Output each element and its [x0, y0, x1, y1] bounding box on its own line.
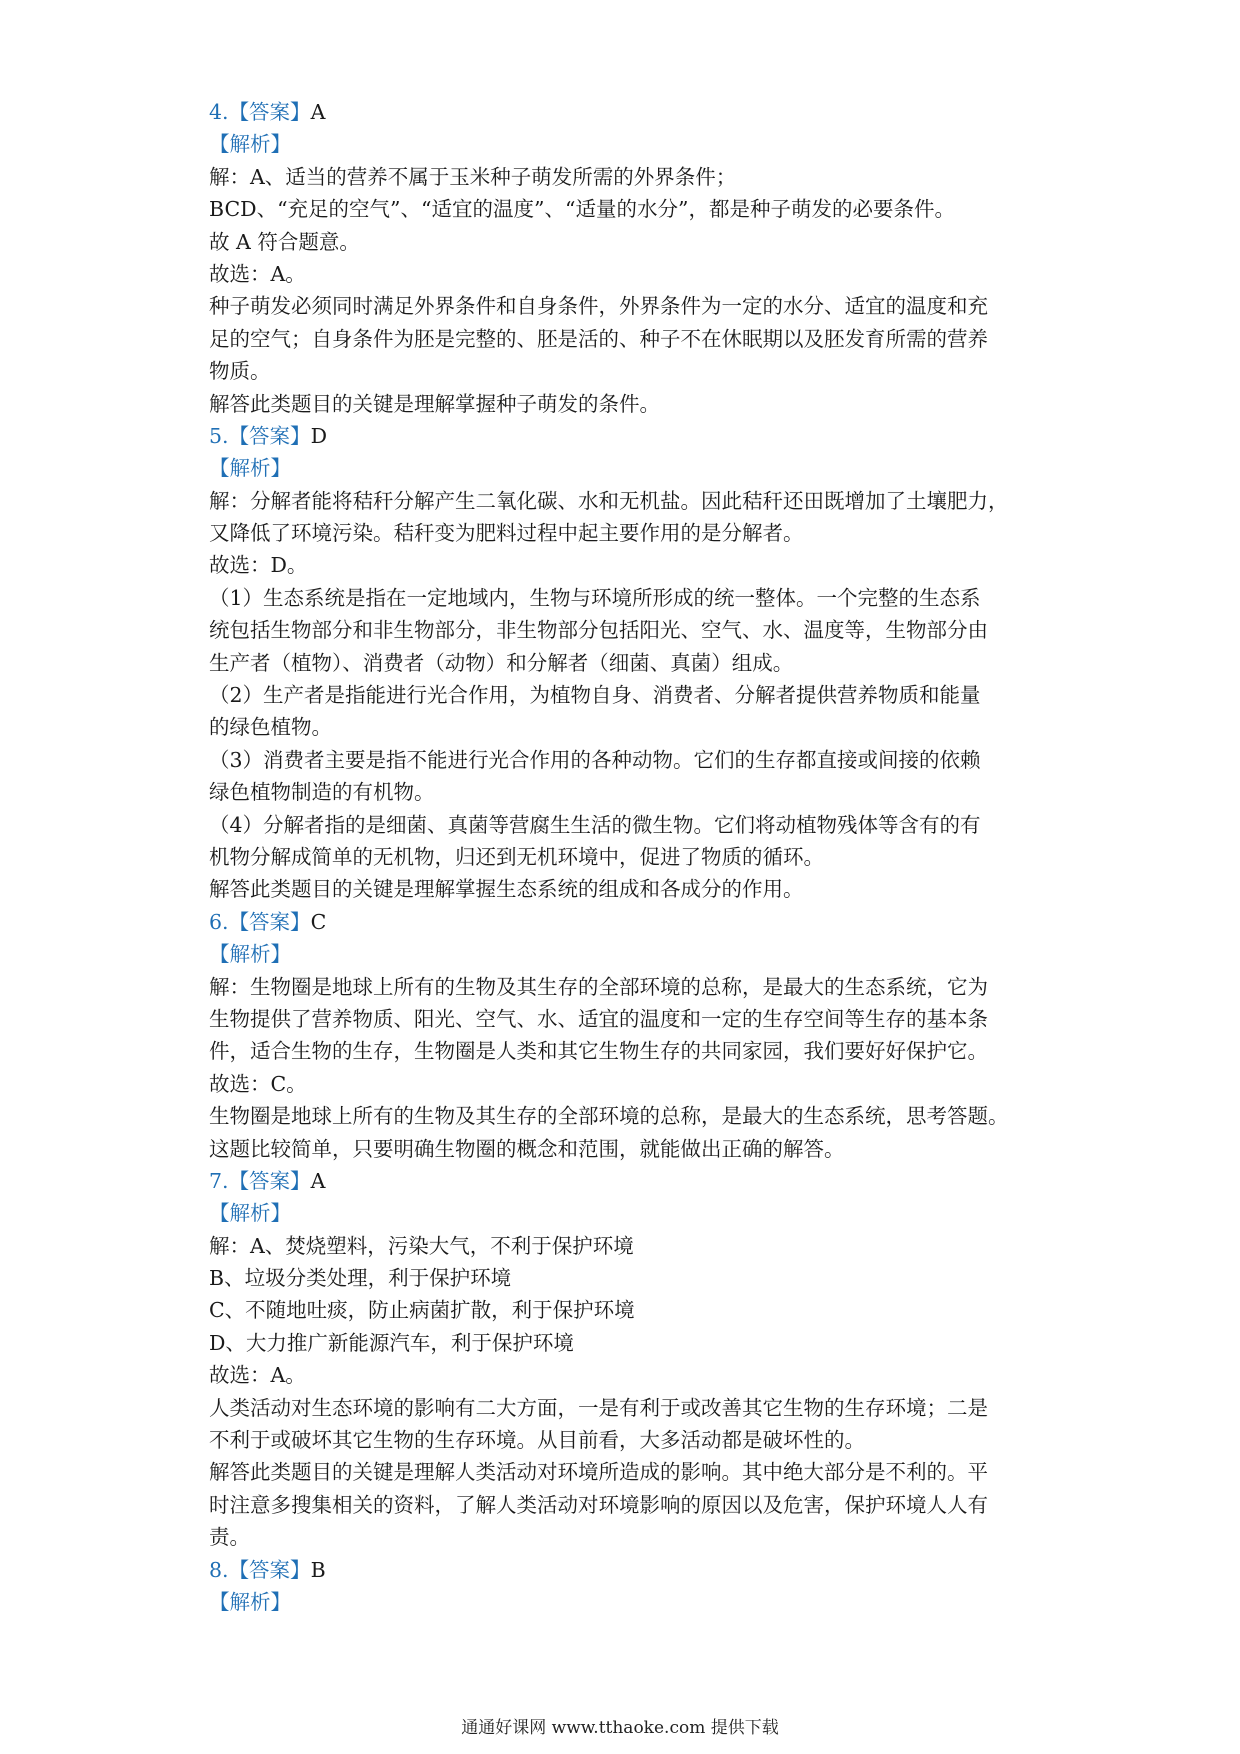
answer-value: A: [310, 100, 326, 124]
question-number: 6.: [209, 909, 229, 934]
analysis-tag: 【解析】: [209, 132, 291, 157]
analysis-line: 解答此类题目的关键是理解掌握生态系统的组成和各成分的作用。: [209, 877, 804, 902]
analysis-line: 件，适合生物的生存，生物圈是人类和其它生物生存的共同家园，我们要好好保护它。: [209, 1039, 988, 1064]
answer-header: [209, 1165, 1041, 1197]
analysis-line: BCD、“充足的空气”、“适宜的温度”、“适量的水分”，都是种子萌发的必要条件。: [209, 197, 955, 222]
analysis-line: 解：A、焚烧塑料，污染大气，不利于保护环境: [209, 1233, 634, 1258]
analysis-line: 生物圈是地球上所有的生物及其生存的全部环境的总称，是最大的生态系统，思考答题。: [209, 1104, 1009, 1129]
answer-item: [209, 906, 1041, 1165]
question-number: 5.: [209, 423, 229, 448]
analysis-line: 机物分解成简单的无机物，归还到无机环境中，促进了物质的循环。: [209, 844, 824, 869]
analysis-line: 不利于或破坏其它生物的生存环境。从目前看，大多活动都是破坏性的。: [209, 1428, 865, 1453]
analysis-line: （1）生态系统是指在一定地域内，生物与环境所形成的统一整体。一个完整的生态系: [209, 585, 981, 610]
answer-item: [209, 1165, 1041, 1554]
answer-header: [209, 96, 1041, 128]
analysis-line: 统包括生物部分和非生物部分，非生物部分包括阳光、空气、水、温度等，生物部分由: [209, 618, 988, 643]
analysis-line: 物质。: [209, 359, 271, 384]
analysis-line: （3）消费者主要是指不能进行光合作用的各种动物。它们的生存都直接或间接的依赖: [209, 747, 981, 772]
analysis-line: C、不随地吐痰，防止病菌扩散，利于保护环境: [209, 1298, 635, 1323]
analysis-line: 故选：D。: [209, 553, 308, 578]
analysis-line: B、垃圾分类处理，利于保护环境: [209, 1266, 512, 1291]
analysis-line: D、大力推广新能源汽车，利于保护环境: [209, 1330, 574, 1355]
analysis-line: 解：生物圈是地球上所有的生物及其生存的全部环境的总称，是最大的生态系统，它为: [209, 974, 988, 999]
answer-item: [209, 96, 1041, 420]
answer-value: C: [310, 909, 327, 934]
analysis-line: 这题比较简单，只要明确生物圈的概念和范围，就能做出正确的解答。: [209, 1136, 845, 1161]
analysis-tag: 【解析】: [209, 942, 291, 967]
analysis-line: 故选：A。: [209, 1363, 306, 1388]
analysis-line: 责。: [209, 1525, 250, 1550]
analysis-line: （2）生产者是指能进行光合作用，为植物自身、消费者、分解者提供营养物质和能量: [209, 683, 981, 708]
analysis-line: 种子萌发必须同时满足外界条件和自身条件，外界条件为一定的水分、适宜的温度和充: [209, 294, 988, 319]
analysis-line: 故选：C。: [209, 1071, 307, 1096]
analysis-line: 故 A 符合题意。: [209, 229, 360, 254]
analysis-line: 生物提供了营养物质、阳光、空气、水、适宜的温度和一定的生存空间等生存的基本条: [209, 1006, 988, 1031]
analysis-line: 足的空气；自身条件为胚是完整的、胚是活的、种子不在休眠期以及胚发育所需的营养: [209, 326, 988, 351]
analysis-line: （4）分解者指的是细菌、真菌等营腐生生活的微生物。它们将动植物残体等含有的有: [209, 812, 981, 837]
analysis-line: 绿色植物制造的有机物。: [209, 780, 435, 805]
analysis-line: 解：分解者能将秸秆分解产生二氧化碳、水和无机盐。因此秸秆还田既增加了土壤肥力，: [209, 488, 1009, 513]
answer-tag: 【答案】: [228, 100, 311, 124]
analysis-line: 时注意多搜集相关的资料，了解人类活动对环境影响的原因以及危害，保护环境人人有: [209, 1492, 988, 1517]
answer-tag: 【答案】: [228, 909, 311, 934]
analysis-line: 的绿色植物。: [209, 715, 332, 740]
page-footer: 通通好课网 www.tthaoke.com 提供下载: [461, 1718, 779, 1738]
analysis-tag: 【解析】: [209, 1201, 291, 1226]
answer-tag: 【答案】: [228, 423, 311, 448]
answer-value: D: [310, 423, 327, 448]
question-number: 8.: [209, 1557, 229, 1582]
answer-value: B: [310, 1557, 326, 1582]
answer-tag: 【答案】: [228, 1168, 311, 1193]
analysis-line: 又降低了环境污染。秸秆变为肥料过程中起主要作用的是分解者。: [209, 521, 804, 546]
question-number: 4.: [209, 100, 229, 124]
answer-header: [209, 1554, 1041, 1586]
answer-sheet: [209, 96, 1041, 1618]
answer-item: [209, 1554, 1041, 1619]
analysis-line: 解：A、适当的营养不属于玉米种子萌发所需的外界条件；: [209, 164, 737, 189]
answer-header: [209, 906, 1041, 938]
analysis-tag: 【解析】: [209, 1589, 291, 1614]
analysis-line: 人类活动对生态环境的影响有二大方面，一是有利于或改善其它生物的生存环境；二是: [209, 1395, 988, 1420]
analysis-line: 解答此类题目的关键是理解人类活动对环境所造成的影响。其中绝大部分是不利的。平: [209, 1460, 988, 1485]
answer-tag: 【答案】: [228, 1557, 311, 1582]
answer-header: [209, 420, 1041, 452]
question-number: 7.: [209, 1168, 229, 1193]
answer-item: [209, 420, 1041, 906]
analysis-line: 故选：A。: [209, 261, 306, 286]
analysis-line: 生产者（植物）、消费者（动物）和分解者（细菌、真菌）组成。: [209, 650, 794, 675]
analysis-line: 解答此类题目的关键是理解掌握种子萌发的条件。: [209, 391, 660, 416]
analysis-tag: 【解析】: [209, 456, 291, 481]
answer-value: A: [310, 1168, 326, 1193]
